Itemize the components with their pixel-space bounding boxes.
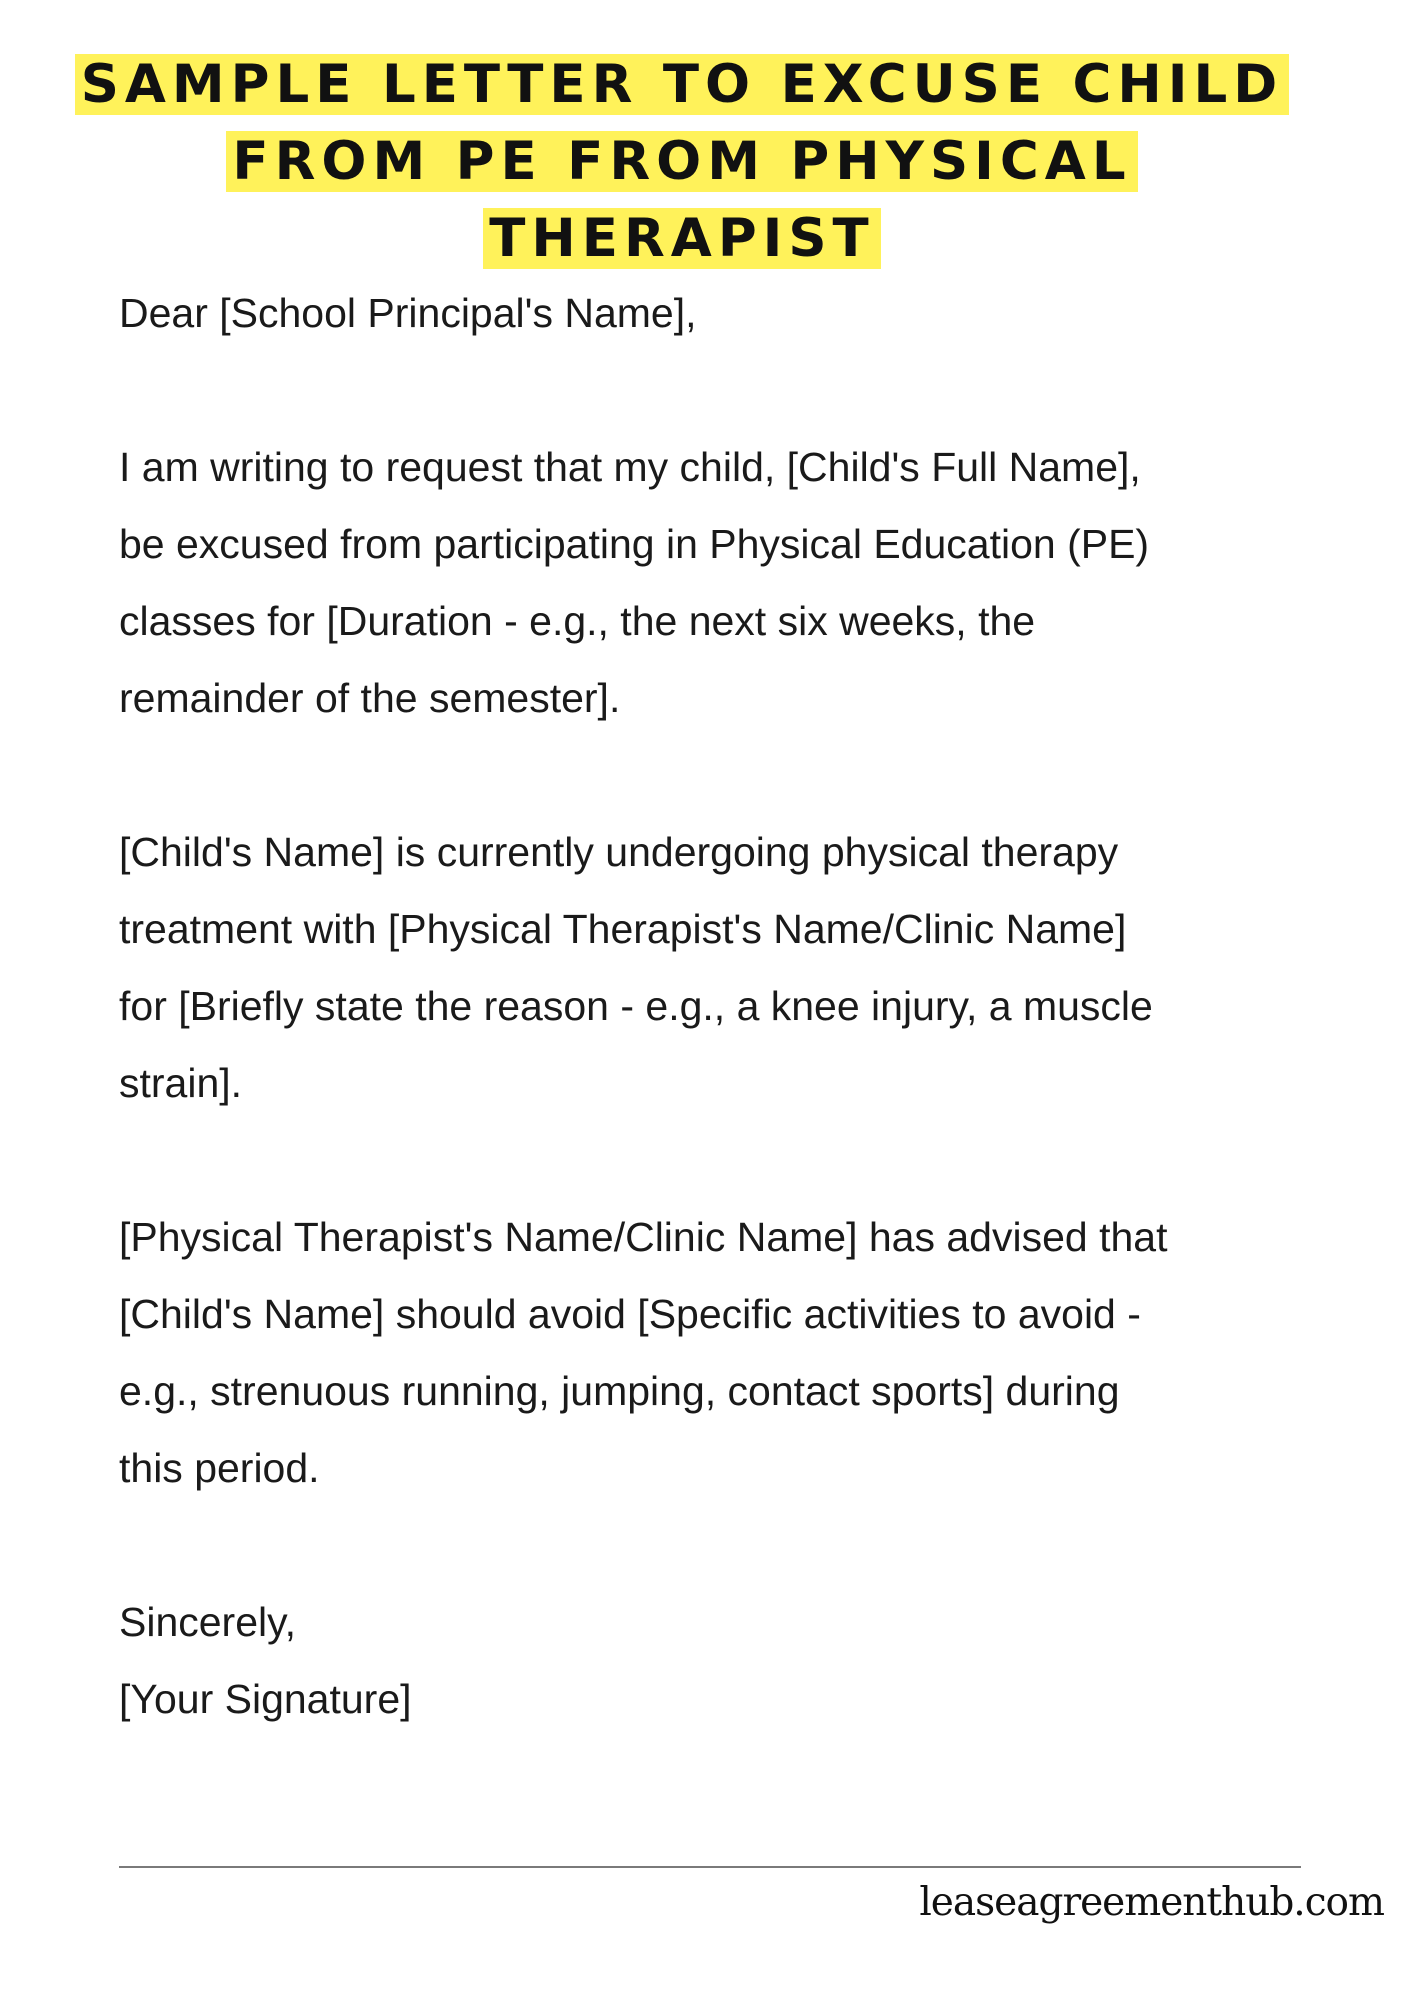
title-line-2: FROM PE FROM PHYSICAL: [0, 123, 1364, 200]
paragraph-line: for [Briefly state the reason - e.g., a knee injury, a muscle: [119, 983, 1153, 1029]
title-line-1: SAMPLE LETTER TO EXCUSE CHILD: [0, 46, 1364, 123]
signature-placeholder: [Your Signature]: [119, 1676, 412, 1722]
paragraph-line: classes for [Duration - e.g., the next six weeks, the: [119, 598, 1036, 644]
footer-divider: [119, 1866, 1301, 1868]
footer-site: leaseagreementhub.com: [919, 1880, 1384, 1925]
paragraph-line: [Child's Name] is currently undergoing physical therapy: [119, 829, 1119, 875]
paragraph-line: [Physical Therapist's Name/Clinic Name] has advised that: [119, 1214, 1168, 1260]
paragraph-line: treatment with [Physical Therapist's Name/Clinic Name]: [119, 906, 1127, 952]
closing-block: [119, 1584, 1369, 1738]
letter-body: [119, 275, 1369, 1738]
paragraph-line: e.g., strenuous running, jumping, contact sports] during: [119, 1368, 1120, 1414]
paragraph-line: I am writing to request that my child, [Child's Full Name],: [119, 444, 1141, 490]
paragraph-advice: [119, 1199, 1369, 1507]
paragraph-treatment: [119, 814, 1369, 1122]
paragraph-line: this period.: [119, 1445, 320, 1491]
paragraph-line: remainder of the semester].: [119, 675, 621, 721]
paragraph-line: [Child's Name] should avoid [Specific activities to avoid -: [119, 1291, 1141, 1337]
paragraph-line: be excused from participating in Physical Education (PE): [119, 521, 1150, 567]
title-line-3: THERAPIST: [0, 200, 1364, 277]
closing-text: Sincerely,: [119, 1599, 296, 1645]
paragraph-line: strain].: [119, 1060, 243, 1106]
paragraph-request: [119, 429, 1369, 737]
page-title: [0, 46, 1364, 277]
salutation: Dear [School Principal's Name],: [119, 290, 697, 336]
